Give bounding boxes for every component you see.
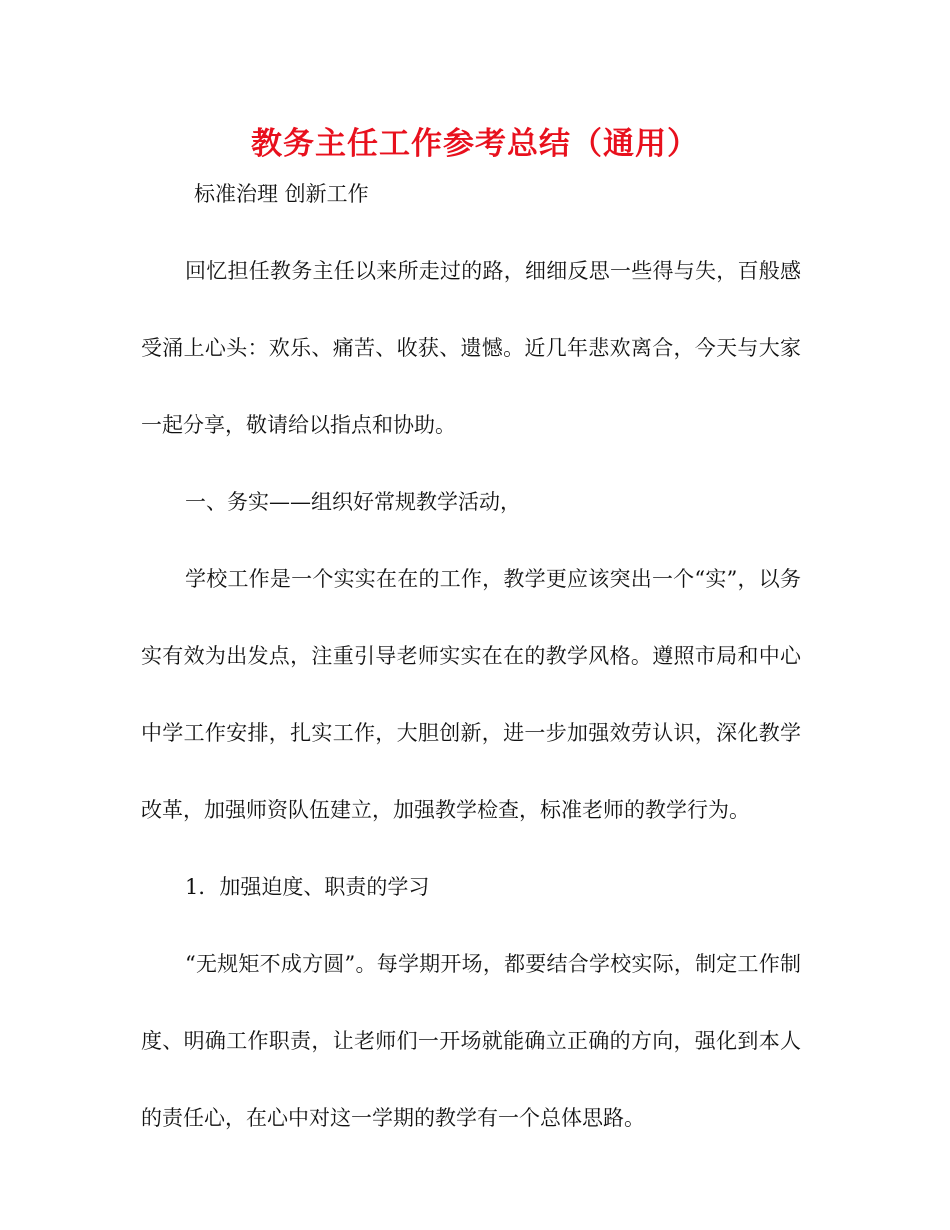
document-subtitle: 标准治理 创新工作 xyxy=(194,182,369,206)
section-heading-1: 一、务实——组织好常规教学活动， xyxy=(185,490,521,514)
document-title: 教务主任工作参考总结（通用） xyxy=(251,126,699,162)
document-body xyxy=(141,233,801,1157)
subsection-heading-1: 1．加强迫度、职责的学习 xyxy=(185,875,430,899)
paragraph-subsection-1: “无规矩不成方圆”。每学期开场，都要结合学校实际，制定工作制度、明确工作职责，让老师们一开场就能确立正确的方向，强化到本人的责任心，在心中对这一学期的教学有一个总体思路。 xyxy=(141,952,801,1130)
paragraph-intro: 回忆担任教务主任以来所走过的路，细细反思一些得与失，百般感受涌上心头：欢乐、痛苦、收获、遗憾。近几年悲欢离合，今天与大家一起分享，敬请给以指点和协助。 xyxy=(141,259,801,437)
paragraph-section-1: 学校工作是一个实实在在的工作，教学更应该突出一个“实”，以务实有效为出发点，注重引导老师实实在在的教学风格。遵照市局和中心中学工作安排，扎实工作，大胆创新，进一步加强效劳认识，深化教学改革，加强师资队伍建立，加强教学检查，标准老师的教学行为。 xyxy=(141,567,801,822)
